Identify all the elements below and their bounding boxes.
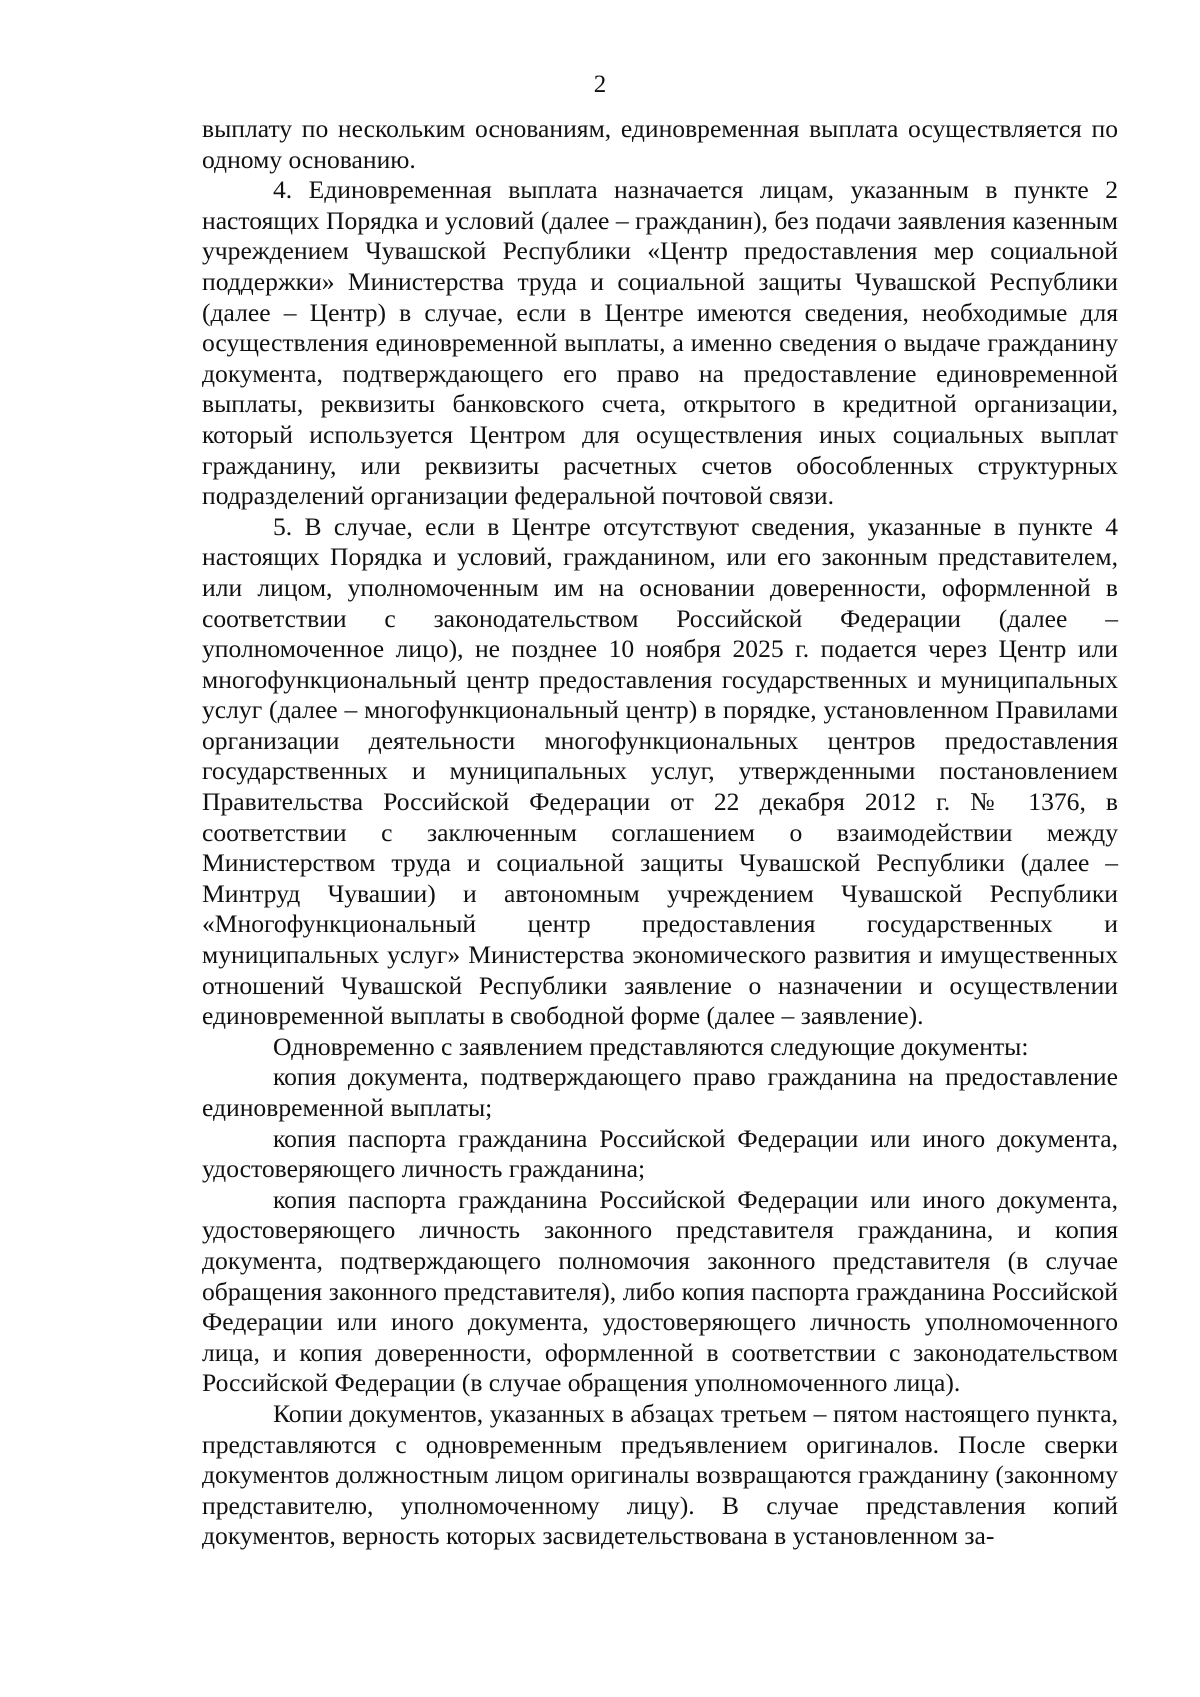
paragraph-continuation: выплату по нескольким основаниям, единовременная выплата осуществляется по одному основанию. [202, 114, 1118, 174]
paragraph-item-4: 4. Единовременная выплата назначается лицам, указанным в пункте 2 настоящих Порядка и условий (далее – гражданин), без подачи заявления казенным учреждением Чувашской Республики «Центр предоставления мер социальной поддержки» Министерства труда и социальной защиты Чувашской Республики (далее – Центр) в случае, если в Центре имеются сведения, необходимые для осуществления единовременной выплаты, а именно сведения о выдаче гражданину документа, подтверждающего его право на предоставление единовременной выплаты, реквизиты банковского счета, открытого в кредитной организации, который используется Центром для осуществления иных социальных выплат гражданину, или реквизиты расчетных счетов обособленных структурных подразделений организации федеральной почтовой связи. [202, 175, 1118, 511]
page-number: 2 [593, 71, 607, 98]
paragraph-item-5: 5. В случае, если в Центре отсутствуют сведения, указанные в пункте 4 настоящих Порядка и условий, гражданином, или его законным представителем, или лицом, уполномоченным им на основании доверенности, оформленной в соответствии с законодательством Российской Федерации (далее – уполномоченное лицо), не позднее 10 ноября 2025 г. подается через Центр или многофункциональный центр предоставления государственных и муниципальных услуг (далее – многофункциональный центр) в порядке, установленном Правилами организации деятельности многофункциональных центров предоставления государственных и муниципальных услуг, утвержденными постановлением Правительства Российской Федерации от 22 декабря 2012 г. № 1376, в соответствии с заключенным соглашением о взаимодействии между Министерством труда и социальной защиты Чувашской Республики (далее – Минтруд Чувашии) и автономным учреждением Чувашской Республики «Многофункциональный центр предоставления государственных и муниципальных услуг» Министерства экономического развития и имущественных отношений Чувашской Республики заявление о назначении и осуществлении единовременной выплаты в свободной форме (далее – заявление). [202, 511, 1118, 1031]
paragraph-document-list-2: копия паспорта гражданина Российской Федерации или иного документа, удостоверяющего личность гражданина; [202, 1123, 1118, 1184]
paragraph-document-list-3: копия паспорта гражданина Российской Федерации или иного документа, удостоверяющего личность законного представителя гражданина, и копия документа, подтверждающего полномочия законного представителя (в случае обращения законного представителя), либо копия паспорта гражданина Российской Федерации или иного документа, удостоверяющего личность уполномоченного лица, и копия доверенности, оформленной в соответствии с законодательством Российской Федерации (в случае обращения уполномоченного лица). [202, 1184, 1118, 1398]
document-body [202, 114, 1118, 1552]
paragraph-documents-intro: Одновременно с заявлением представляются следующие документы: [273, 1031, 1029, 1061]
paragraph-copies: Копии документов, указанных в абзацах третьем – пятом настоящего пункта, представляются с одновременным предъявлением оригиналов. После сверки документов должностным лицом оригиналы возвращаются гражданину (законному представителю, уполномоченному лицу). В случае представления копий документов, верность которых засвидетельствована в установленном за- [202, 1398, 1118, 1551]
paragraph-document-list-1: копия документа, подтверждающего право гражданина на предоставление единовременной выплаты; [202, 1062, 1118, 1122]
